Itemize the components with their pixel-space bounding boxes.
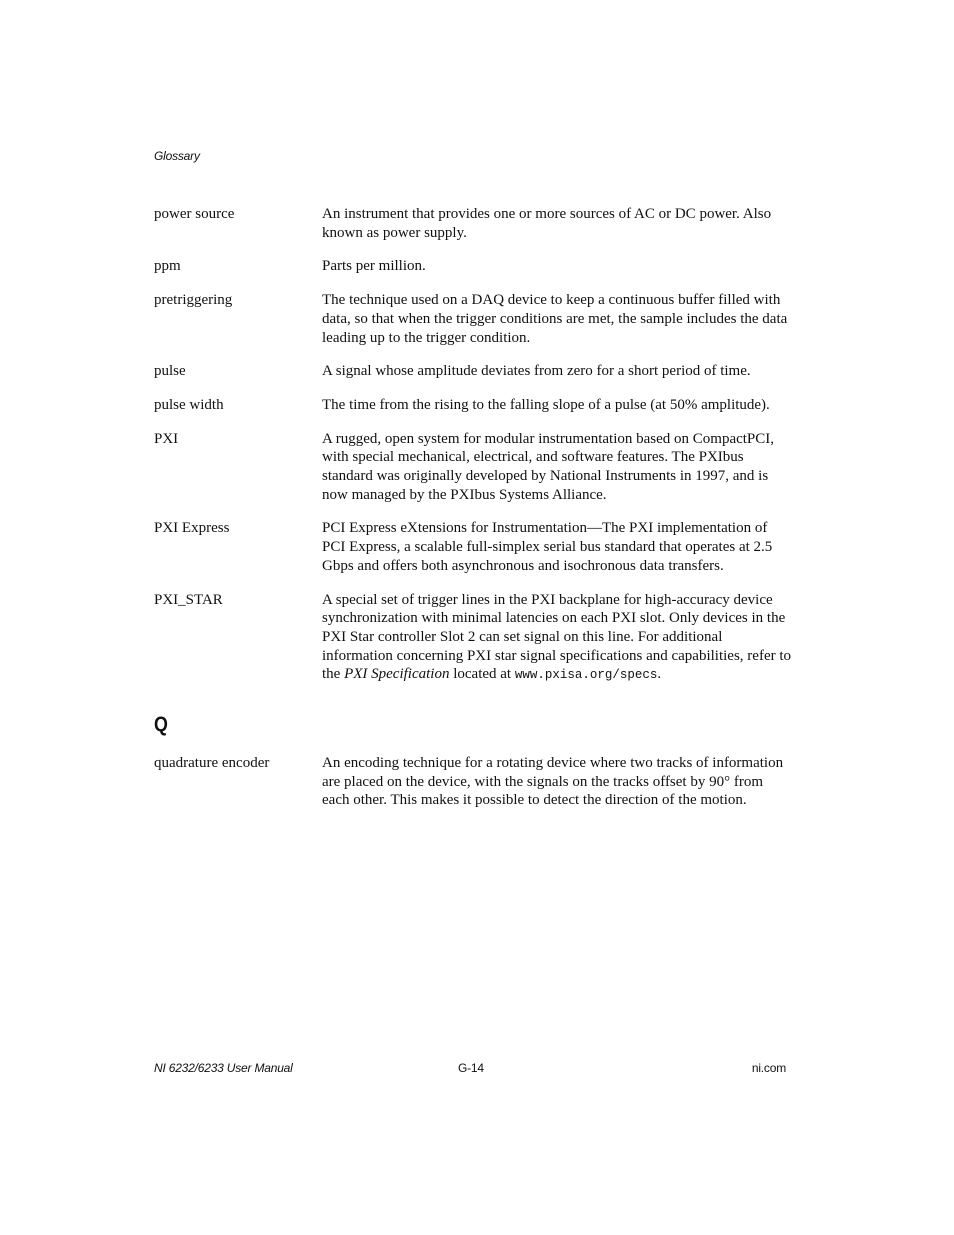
glossary-entry-pretriggering [154,291,794,347]
glossary-entry-pxi-express [154,519,794,575]
footer-page-number: G-14 [458,1061,484,1075]
glossary-definition: PCI Express eXtensions for Instrumentation—The PXI implementation of PCI Express, a scalable full-simplex serial bus standard that operates at 2.5 Gbps and offers both asynchronous and isochronous data transfers. [322,520,773,574]
glossary-term: PXI Express [154,520,230,537]
glossary-definition: A signal whose amplitude deviates from zero for a short period of time. [322,363,751,380]
glossary-term: ppm [154,258,181,275]
glossary-definition: The time from the rising to the falling slope of a pulse (at 50% amplitude). [322,396,770,413]
glossary-term: pretriggering [154,292,233,309]
glossary-term: PXI [154,430,179,447]
glossary-entry-pxi [154,430,794,505]
glossary-entry-ppm [154,257,794,276]
definition-text: A special set of trigger lines in the PXI backplane for high-accuracy device synchronization with minimal latencies on each PXI slot. Only devices in the PXI Star controller Slot 2 can set signal on this line. For additional information concerning PXI star signal specifications and capabilities, refer to the [322,591,792,683]
document-title-reference: PXI Specification [344,666,450,683]
glossary-entry-quadrature-encoder [154,754,794,810]
glossary-definition: An encoding technique for a rotating device where two tracks of information are placed on the device, with the signals on the tracks offset by 90° from each other. This makes it possible to detect the direction of the motion. [322,755,784,809]
section-heading-q: Q [154,713,168,737]
glossary-definition: The technique used on a DAQ device to keep a continuous buffer filled with data, so that when the trigger conditions are met, the sample includes the data leading up to the trigger condition. [322,292,788,346]
glossary-term: pulse [154,363,186,380]
glossary-definition [322,591,794,686]
definition-text: located at [449,666,515,683]
glossary-entry-power-source [154,205,794,242]
glossary-entry-pulse-width [154,396,794,415]
glossary-entry-pxi-star [154,591,794,686]
glossary-definition: Parts per million. [322,258,426,275]
glossary-definition: A rugged, open system for modular instrumentation based on CompactPCI, with special mechanical, electrical, and software features. The PXIbus standard was originally developed by National Instruments in 1997, and is now managed by the PXIbus Systems Alliance. [322,430,775,503]
glossary-term: quadrature encoder [154,755,270,772]
footer-website: ni.com [751,1061,786,1075]
glossary-definition: An instrument that provides one or more sources of AC or DC power. Also known as power supply. [322,206,772,241]
glossary-term: PXI_STAR [154,591,223,608]
footer-manual-title: NI 6232/6233 User Manual [154,1061,293,1075]
running-head: Glossary [154,149,200,163]
glossary-term: pulse width [154,396,224,413]
glossary-list [154,205,794,825]
definition-text: . [657,666,662,683]
glossary-entry-pulse [154,362,794,381]
url-reference: www.pxisa.org/specs [514,668,658,683]
glossary-term: power source [154,206,235,222]
